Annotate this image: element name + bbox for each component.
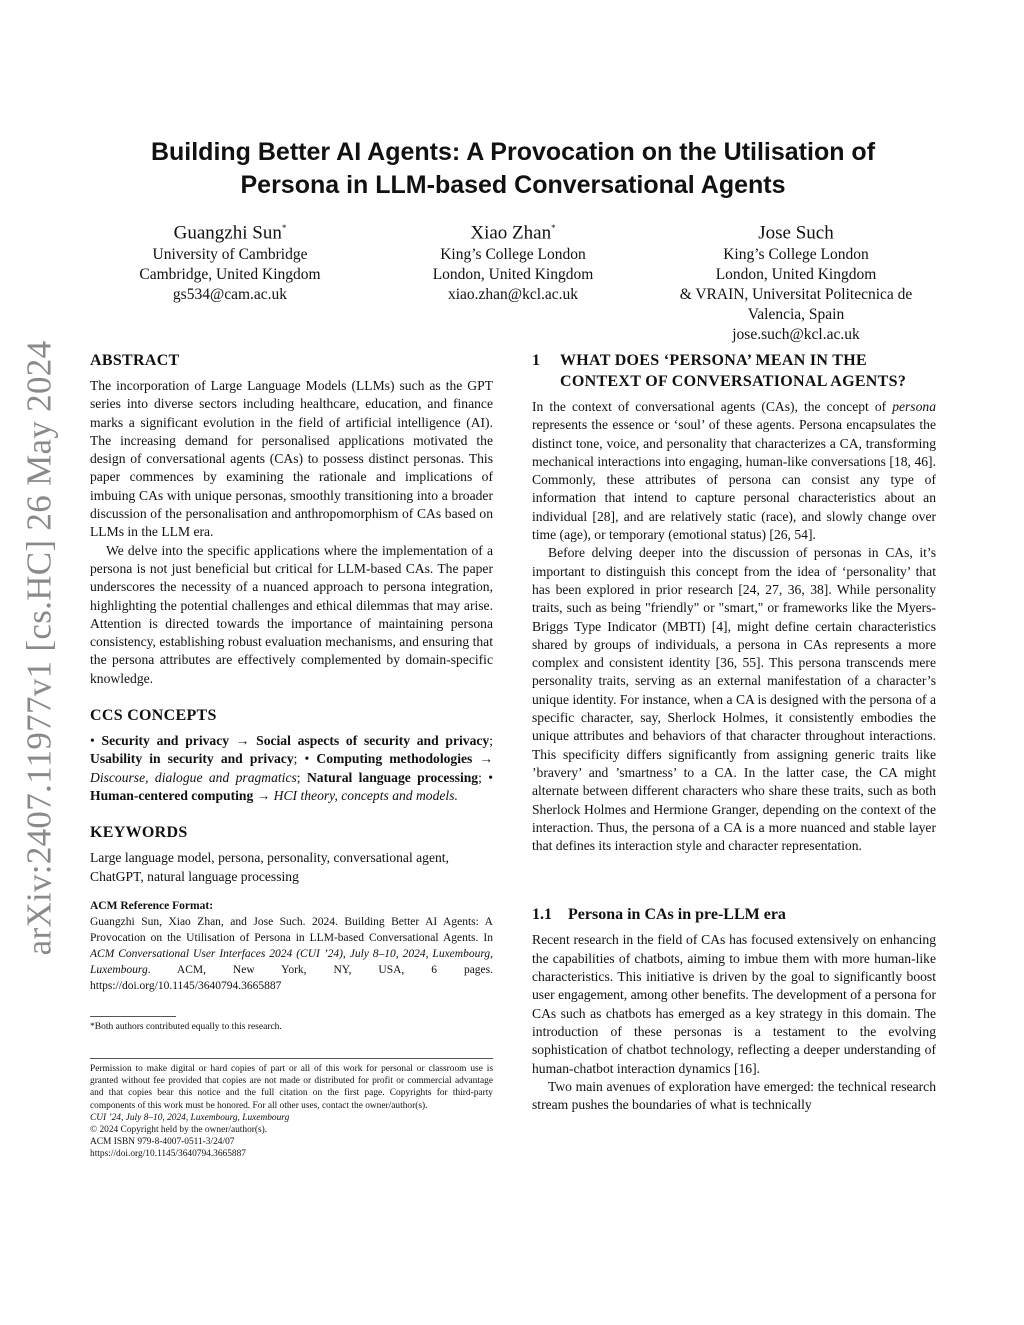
equal-contribution-mark: * [551,223,556,233]
keywords-heading: KEYWORDS [90,824,188,842]
location-secondary: Valencia, Spain [747,306,845,324]
permission-text: Permission to make digital or hard copies of part or all of this work for personal or classroom use is granted without fee provided that copies are not made or distributed for profit or commercial advantage and that copies bear this notice and the full citation on the first page. Copyrights for third-party components of this work must be honored. For all other uses, contact the owner/author(s). [90,1064,493,1111]
left-column [90,350,493,994]
ccs-heading: CCS CONCEPTS [90,707,217,725]
permission-isbn: ACM ISBN 979-8-4007-0511-3/24/07 [90,1137,235,1148]
author-1 [90,216,370,345]
location: Cambridge, United Kingdom [139,266,321,284]
permission-block [90,1058,493,1161]
email: xiao.zhan@kcl.ac.uk [447,286,579,304]
section-1-paragraph-2: Before delving deeper into the discussion of personas in CAs, it’s important to distinguish this concept from the idea of ‘personality’ that has been explored in prior research [24, 27, 36, 38]. While personality traits, such as being "friendly" or "smart," or frameworks like the Myers-Briggs Type Indicator (MBTI) [4], might define certain characteristics shared by groups of individuals, a persona in CAs represents a more complex and consistent identity [36, 55]. This persona transcends mere personality traits, serving as an external manifestation of a character’s unique identity. For instance, when a CA is designed with the persona of a specific character, say, Sherlock Holmes, it consistently embodies the unique attributes and behaviors of that character throughout interactions. This specificity differs significantly from assigning generic traits like ’bravery’ and ’smartness’ to a CA. In the latter case, the CA might alternate between different characters who share these traits, such as both Sherlock Holmes and Hermione Granger, depending on the context of the interaction. Thus, the persona of a CA is a more nuanced and stable layer that defines its interaction style and character representation. [532,545,936,854]
title-line-2: Persona in LLM-based Conversational Agents [240,171,786,199]
author-name: Guangzhi Sun [173,222,282,244]
email: gs534@cam.ac.uk [172,286,288,304]
paper-title [90,136,936,202]
permission-doi: https://doi.org/10.1145/3640794.3665887 [90,1149,246,1160]
footnote [90,1016,493,1034]
acm-reference [90,898,493,994]
ccs-concepts: • Security and privacy → Social aspects of security and privacy; Usability in security and privacy; • Computing methodologies → Discourse, dialogue and pragmatics; Natural language processing; • Human-centered computing → HCI theory, concepts and models. [90,733,494,803]
permission-venue: CUI ’24, July 8–10, 2024, Luxembourg, Luxembourg [90,1112,290,1123]
subsection-1-1-heading [532,905,936,925]
affiliation-secondary: & VRAIN, Universitat Politecnica de [679,286,913,304]
subsection-1-1-paragraph-2: Two main avenues of exploration have emerged: the technical research stream pushes the boundaries of what is technically [532,1078,936,1113]
footnote-text: *Both authors contributed equally to this research. [90,1022,282,1032]
section-title: WHAT DOES ‘PERSONA’ MEAN IN THE CONTEXT OF CONVERSATIONAL AGENTS? [560,352,907,390]
arxiv-side-identifier: arXiv:2407.11977v1 [cs.HC] 26 May 2024 [19,340,59,956]
permission-rule [90,1058,493,1059]
title-line-1: Building Better AI Agents: A Provocation on the Utilisation of [150,138,876,166]
right-column [532,350,936,1114]
affiliation: King’s College London [440,246,586,264]
subsection-1-1-paragraph-1: Recent research in the field of CAs has focused extensively on enhancing the capabilities of chatbots, aiming to imbue them with more human-like characteristics. This initiative is driven by the goal to significantly boost user engagement, among other benefits. The development of a persona for CAs such as chatbots has emerged as a key strategy in this domain. The introduction of these personas is a testament to the evolving sophistication of chatbot technology, reflecting a deeper understanding of human-chatbot interaction dynamics [16]. [532,932,936,1076]
affiliation: King’s College London [723,246,869,264]
acm-reference-heading: ACM Reference Format: [90,899,214,912]
acm-reference-text: Guangzhi Sun, Xiao Zhan, and Jose Such. 2024. Building Better AI Agents: A Provocation on the Utilisation of Persona in LLM-based Conversational Agents. In ACM Conversational User Interfaces 2024 (CUI ’24), July 8–10, 2024, Luxembourg, Luxembourg. ACM, New York, NY, USA, 6 pages. https://doi.org/10.1145/3640794.3665887 [90,915,493,992]
abstract-heading: ABSTRACT [90,352,180,369]
location: London, United Kingdom [432,266,594,284]
author-name: Jose Such [758,222,834,244]
location: London, United Kingdom [715,266,877,284]
author-2 [373,216,653,345]
abstract-paragraph-2: We delve into the specific applications where the implementation of a persona is not just beneficial but critical for LLM-based CAs. The paper underscores the necessity of a nuanced approach to persona integration, highlighting the potential challenges and ethical dilemmas that may arise. Attention is directed towards the importance of maintaining persona consistency, establishing robust evaluation mechanisms, and ensuring that the persona attributes are effectively complemented by domain-specific knowledge. [90,542,493,686]
abstract-paragraph-1: The incorporation of Large Language Models (LLMs) such as the GPT series into diverse sectors including healthcare, education, and finance marks a significant evolution in the field of artificial intelligence (AI). The increasing demand for personalised applications motivated the design of conversational agents (CAs) to possess distinct personas. This paper commences by examining the rationale and implications of imbuing CAs with unique personas, smoothly transitioning into a broader discussion of the personalisation and anthropomorphism of CAs based on LLMs in the LLM era. [90,378,493,540]
equal-contribution-mark: * [281,223,287,233]
permission-copyright: © 2024 Copyright held by the owner/author(s). [90,1125,268,1136]
email: jose.such@kcl.ac.uk [732,326,860,344]
affiliation: University of Cambridge [152,246,308,264]
section-number: 1 [532,352,541,369]
author-3 [656,216,936,345]
section-1-paragraph-1: In the context of conversational agents (CAs), the concept of persona represents the essence or ‘soul’ of these agents. Persona encapsulates the distinct tone, voice, and personality that characterizes a CA, transforming mechanical interactions into engaging, human-like conversations [18, 46]. Commonly, these attributes of persona can consist any type of information that intend to capture personal characteristics about an individual [28], and are relatively static (race), and slowly change over time (age), or temporary (emotional status) [26, 54]. [532,399,936,543]
subsection-number: 1.1 [532,906,552,924]
footnote-rule [90,1016,176,1017]
author-name: Xiao Zhan [470,222,552,244]
keywords-text: Large language model, persona, personality, conversational agent, ChatGPT, natural language processing [90,850,449,884]
author-block [90,216,936,345]
subsection-title: Persona in CAs in pre-LLM era [568,906,786,924]
section-1-heading [532,350,936,392]
